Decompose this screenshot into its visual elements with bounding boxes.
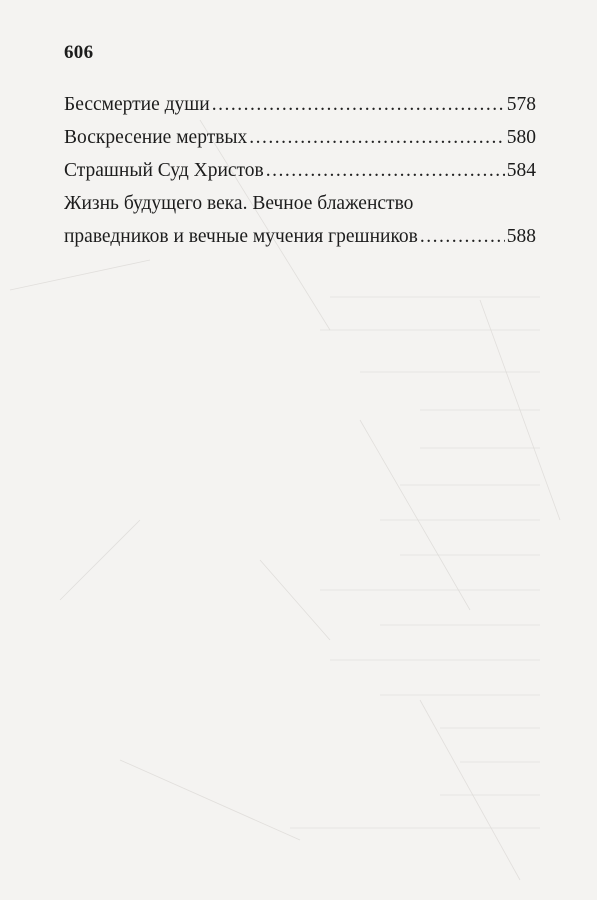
toc-leader-dots [249,121,504,154]
toc-entry-page: 588 [506,226,536,247]
toc-entry-title-line1: Жизнь будущего века. Вечное блаженство [64,193,414,214]
toc-entry-title: Воскресение мертвых [64,127,248,148]
toc-entry [64,88,536,121]
toc-entry-page: 584 [506,160,536,181]
toc-entry-page: 578 [506,94,536,115]
toc-leader-dots [420,220,505,253]
toc-leader-dots [266,154,505,187]
page-number: 606 [64,42,94,63]
toc-entry-page: 580 [506,127,536,148]
table-of-contents [64,88,536,253]
toc-entry [64,154,536,187]
toc-entry-title: Страшный Суд Христов [64,160,264,181]
toc-entry [64,187,536,253]
toc-entry-title: праведников и вечные мучения грешников [64,226,418,247]
toc-entry [64,121,536,154]
toc-entry-title: Бессмертие души [64,94,210,115]
toc-leader-dots [212,88,505,121]
